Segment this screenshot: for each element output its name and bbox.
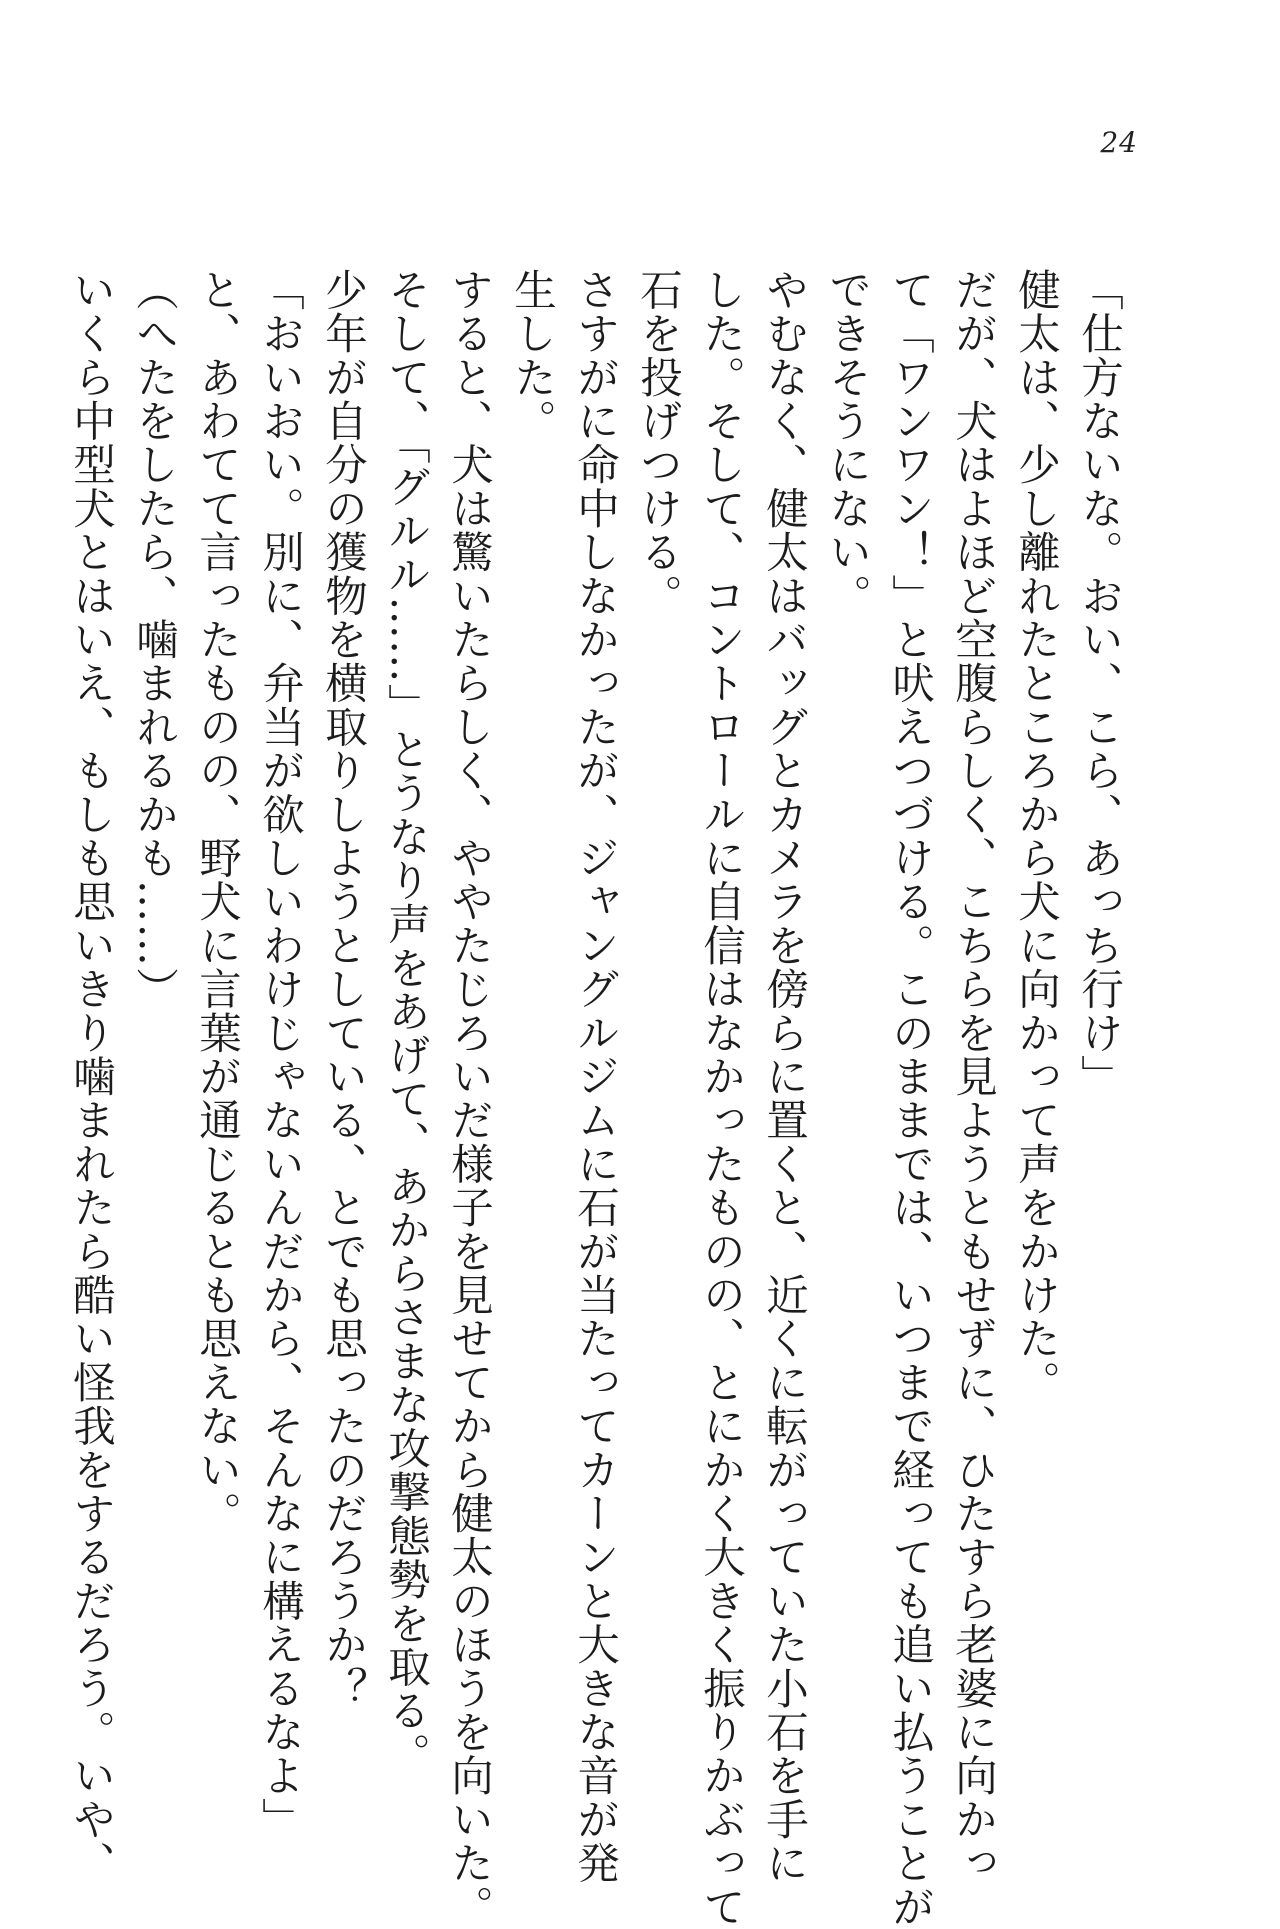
text-line-8: 石を投げつける。 (633, 268, 682, 618)
body-text (66, 268, 1130, 1929)
text-line-4: て「ワンワン！」と吠えつづける。このままでは、いつまで経っても追い払うことが (885, 268, 934, 1929)
text-line-16: （へたをしたら、噛まれるかも……） (129, 268, 178, 1011)
text-line-6: やむなく、健太はバッグとカメラを傍らに置くと、近くに転がっていた小石を手に (759, 268, 808, 1885)
text-line-15: と、あわてて言ったものの、野犬に言葉が通じるとも思えない。 (192, 268, 241, 1536)
text-line-17: いくら中型犬とはいえ、もしも思いきり噛まれたら酷い怪我をするだろう。いや、 (66, 268, 115, 1885)
text-line-3: だが、犬はよほど空腹らしく、こちらを見ようともせずに、ひたすら老婆に向かっ (948, 268, 997, 1885)
text-line-13: 少年が自分の獲物を横取りしようとしている、とでも思ったのだろうか？ (318, 268, 367, 1711)
text-line-14: 「おいおい。別に、弁当が欲しいわけじゃないんだから、そんなに構えるなよ」 (255, 268, 304, 1842)
text-line-11: すると、犬は驚いたらしく、ややたじろいだ様子を見せてから健太のほうを向いた。 (444, 268, 493, 1929)
text-line-9: さすがに命中しなかったが、ジャングルジムに石が当たってカーンと大きな音が発 (570, 268, 619, 1885)
text-line-5: できそうにない。 (822, 268, 871, 618)
text-line-12: そして、「グルル……」とうなり声をあげて、あからさまな攻撃態勢を取る。 (381, 268, 430, 1777)
text-line-2: 健太は、少し離れたところから犬に向かって声をかけた。 (1011, 268, 1060, 1405)
text-line-10: 生した。 (507, 268, 556, 443)
text-line-7: した。そして、コントロールに自信はなかったものの、とにかく大きく振りかぶって (696, 268, 745, 1929)
page-number: 24 (1100, 126, 1138, 159)
text-line-1: 「仕方ないな。おい、こら、あっち行け」 (1074, 268, 1123, 1099)
